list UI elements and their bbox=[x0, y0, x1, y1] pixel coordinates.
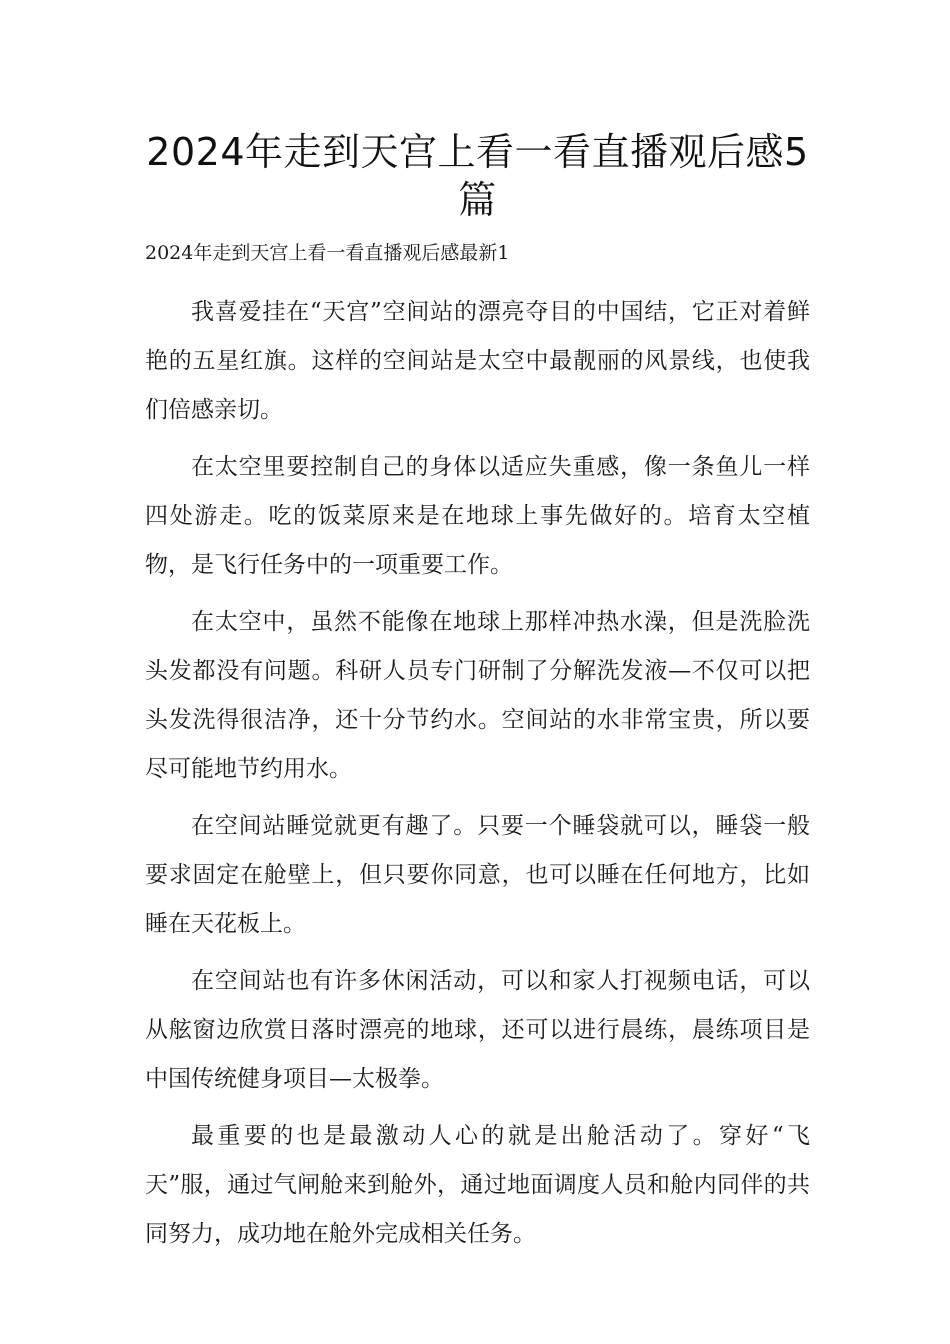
article-body bbox=[145, 280, 810, 1259]
paragraph-5: 在空间站也有许多休闲活动，可以和家人打视频电话，可以从舷窗边欣赏日落时漂亮的地球，还可以进行晨练，晨练项目是中国传统健身项目—太极拳。 bbox=[145, 968, 810, 1092]
paragraph-4: 在空间站睡觉就更有趣了。只要一个睡袋就可以，睡袋一般要求固定在舱壁上，但只要你同意，也可以睡在任何地方，比如睡在天花板上。 bbox=[145, 813, 810, 937]
paragraph-3: 在太空中，虽然不能像在地球上那样冲热水澡，但是洗脸洗头发都没有问题。科研人员专门研制了分解洗发液—不仅可以把头发洗得很洁净，还十分节约水。空间站的水非常宝贵，所以要尽可能地节约用水。 bbox=[145, 609, 810, 782]
paragraph-2: 在太空里要控制自己的身体以适应失重感，像一条鱼儿一样四处游走。吃的饭菜原来是在地球上事先做好的。培育太空植物，是飞行任务中的一项重要工作。 bbox=[145, 454, 810, 578]
document-title: 2024年走到天宫上看一看直播观后感5篇 bbox=[146, 130, 809, 222]
paragraph-1: 我喜爱挂在“天宫”空间站的漂亮夺目的中国结，它正对着鲜艳的五星红旗。这样的空间站是太空中最靓丽的风景线，也使我们倍感亲切。 bbox=[145, 299, 810, 423]
paragraph-6: 最重要的也是最激动人心的就是出舱活动了。穿好“飞天”服，通过气闸舱来到舱外，通过地面调度人员和舱内同伴的共同努力，成功地在舱外完成相关任务。 bbox=[145, 1123, 810, 1247]
section-heading: 2024年走到天宫上看一看直播观后感最新1 bbox=[145, 242, 510, 264]
